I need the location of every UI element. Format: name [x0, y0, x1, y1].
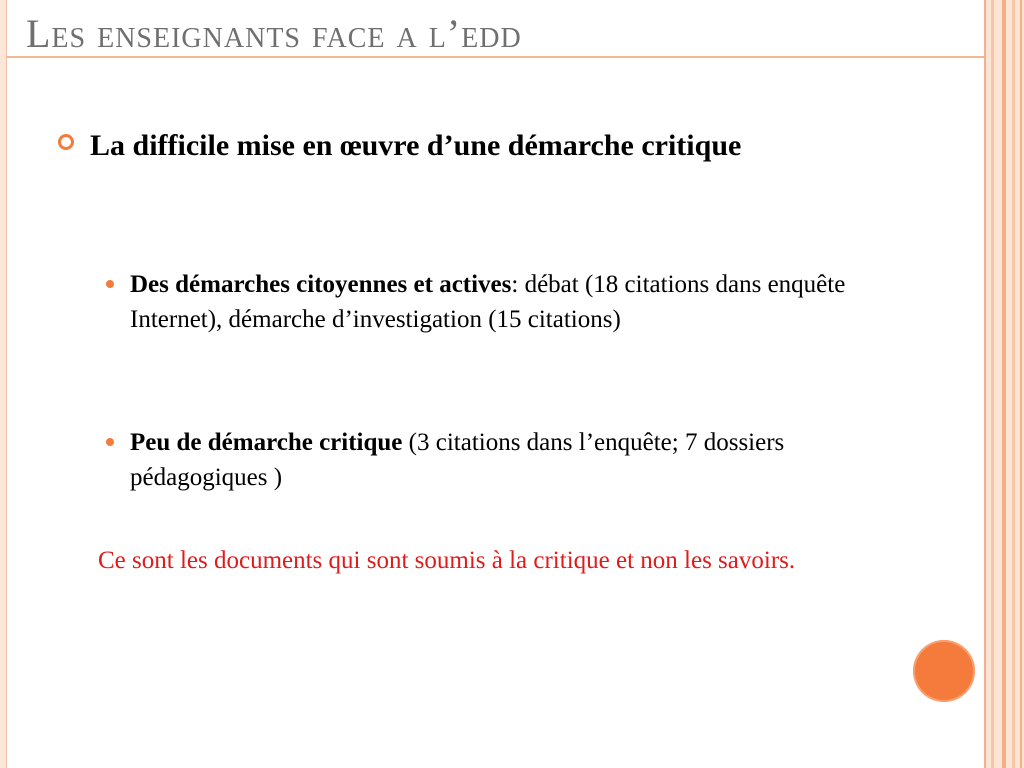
stripe	[984, 0, 986, 768]
stripe	[991, 0, 994, 768]
slide-title: Les enseignants face a l’edd	[26, 11, 522, 56]
ring-bullet-icon	[58, 134, 74, 150]
stripe	[1002, 0, 1006, 768]
sub-bullet-icon	[106, 438, 114, 446]
sub-bullet-item-1-bold: Des démarches citoyennes et actives	[130, 271, 512, 298]
sub-bullet-item-1-text: : débat (18 citations dans enquête Internet), démarche d’investigation (15 citations)	[130, 271, 846, 333]
sub-bullet-item-2-bold: Peu de démarche critique	[130, 429, 403, 456]
conclusion-note: Ce sont les documents qui sont soumis à la critique et non les savoirs.	[98, 547, 796, 574]
stripe	[1020, 0, 1022, 768]
orange-circle-decoration	[913, 640, 975, 702]
stripe	[1012, 0, 1015, 768]
main-bullet-heading: La difficile mise en œuvre d’une démarche critique	[90, 129, 742, 162]
sub-bullet-item-1	[130, 267, 870, 337]
sub-bullet-item-2	[130, 425, 870, 495]
left-border-decoration	[0, 0, 7, 768]
title-underline	[6, 56, 984, 58]
sub-bullet-icon	[106, 280, 114, 288]
sub-bullet-item-2-text: (3 citations dans l’enquête; 7 dossiers pédagogiques )	[130, 429, 785, 491]
